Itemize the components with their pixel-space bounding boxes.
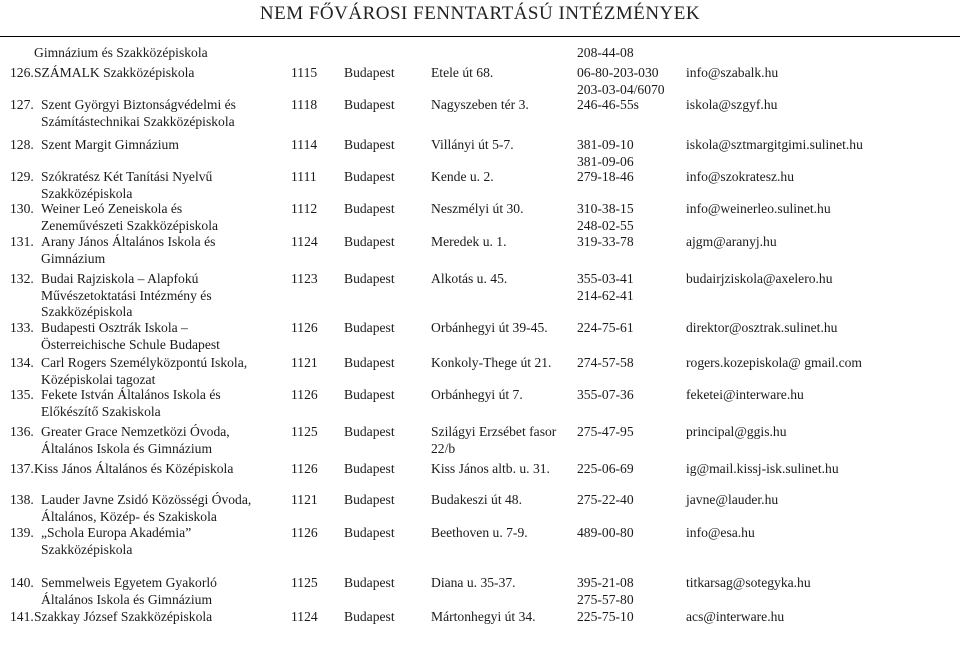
school-name: Zeneművészeti Szakközépiskola (41, 217, 219, 233)
email-address: info@szokratesz.hu (686, 169, 795, 184)
school-name: Előkészítő Szakiskola (41, 403, 161, 419)
phone-number: 489-00-80 (577, 525, 634, 540)
postal-code: 1126 (291, 387, 318, 402)
street-address: Diana u. 35-37. (431, 575, 516, 590)
postal-code: 1125 (291, 424, 318, 439)
row-number: 140. (10, 575, 34, 590)
school-name: Lauder Javne Zsidó Közösségi Óvoda, (41, 492, 252, 507)
street-address: Szilágyi Erzsébet fasor (431, 424, 557, 439)
phone-number: 246-46-55s (577, 97, 639, 112)
row-number: 127. (10, 97, 34, 112)
page-title: NEM FŐVÁROSI FENNTARTÁSÚ INTÉZMÉNYEK (259, 3, 701, 24)
school-name: Fekete István Általános Iskola és (41, 387, 221, 402)
postal-code: 1123 (291, 271, 318, 286)
email-address: principal@ggis.hu (686, 424, 787, 439)
row-number: 130. (10, 201, 34, 216)
row-number: 131. (10, 234, 34, 249)
postal-code: 1125 (291, 575, 318, 590)
row-number: 129. (10, 169, 34, 184)
street-address: Nagyszeben tér 3. (431, 97, 529, 112)
street-address: Neszmélyi út 30. (431, 201, 524, 216)
postal-code: 1124 (291, 234, 318, 249)
school-name: Gimnázium és Szakközépiskola (34, 45, 208, 60)
phone-number: 395-21-08 (577, 575, 634, 590)
email-address: rogers.kozepiskola@ gmail.com (686, 355, 862, 370)
city: Budapest (344, 169, 395, 184)
city: Budapest (344, 65, 395, 80)
postal-code: 1121 (291, 492, 318, 507)
postal-code: 1126 (291, 461, 318, 476)
school-name: Budapesti Osztrák Iskola – (41, 320, 188, 335)
row-number: 133. (10, 320, 34, 335)
school-name: Gimnázium (41, 250, 106, 266)
row-number: 132. (10, 271, 34, 286)
city: Budapest (344, 609, 395, 624)
postal-code: 1124 (291, 609, 318, 624)
city: Budapest (344, 575, 395, 590)
school-name: Szakközépiskola (41, 541, 133, 557)
email-address: acs@interware.hu (686, 609, 785, 624)
street-address: Mártonhegyi út 34. (431, 609, 536, 624)
phone-number: 203-03-04/6070 (577, 81, 665, 97)
street-address: Orbánhegyi út 7. (431, 387, 523, 402)
email-address: info@szabalk.hu (686, 65, 779, 80)
postal-code: 1114 (291, 137, 318, 152)
city: Budapest (344, 492, 395, 507)
phone-number: 355-03-41 (577, 271, 634, 286)
school-name: Szent Margit Gimnázium (41, 137, 179, 152)
city: Budapest (344, 271, 395, 286)
email-address: ajgm@aranyj.hu (686, 234, 777, 249)
row-number: 126. (10, 65, 34, 80)
city: Budapest (344, 201, 395, 216)
email-address: direktor@osztrak.sulinet.hu (686, 320, 838, 335)
email-address: javne@lauder.hu (686, 492, 779, 507)
city: Budapest (344, 525, 395, 540)
school-name: Budai Rajziskola – Alapfokú (41, 271, 199, 286)
email-address: budairjziskola@axelero.hu (686, 271, 833, 286)
street-address: Konkoly-Thege út 21. (431, 355, 552, 370)
row-number: 138. (10, 492, 34, 507)
postal-code: 1126 (291, 525, 318, 540)
postal-code: 1111 (291, 169, 317, 184)
street-address: Villányi út 5-7. (431, 137, 514, 152)
street-address: Alkotás u. 45. (431, 271, 508, 286)
school-name: Szókratész Két Tanítási Nyelvű (41, 169, 213, 184)
school-name: Szakkay József Szakközépiskola (34, 609, 213, 624)
phone-number: 319-33-78 (577, 234, 634, 249)
street-address: Kende u. 2. (431, 169, 494, 184)
school-name: Középiskolai tagozat (41, 371, 156, 387)
school-name: Semmelweis Egyetem Gyakorló (41, 575, 217, 590)
school-name: Szakközépiskola (41, 185, 133, 201)
postal-code: 1126 (291, 320, 318, 335)
street-address: Beethoven u. 7-9. (431, 525, 528, 540)
row-number: 141. (10, 609, 34, 624)
row-number: 137. (10, 461, 34, 476)
phone-number: 275-57-80 (577, 591, 634, 607)
street-address: Budakeszi út 48. (431, 492, 522, 507)
phone-number: 275-47-95 (577, 424, 634, 439)
city: Budapest (344, 234, 395, 249)
phone-number: 355-07-36 (577, 387, 634, 402)
phone-number: 248-02-55 (577, 217, 634, 233)
school-name: SZÁMALK Szakközépiskola (34, 65, 195, 80)
school-name: Arany János Általános Iskola és (41, 234, 216, 249)
postal-code: 1121 (291, 355, 318, 370)
phone-number: 224-75-61 (577, 320, 634, 335)
school-name: Általános Iskola és Gimnázium (41, 591, 213, 607)
street-address: Kiss János altb. u. 31. (431, 461, 550, 476)
school-name: Kiss János Általános és Középiskola (34, 461, 234, 476)
postal-code: 1112 (291, 201, 318, 216)
email-address: titkarsag@sotegyka.hu (686, 575, 811, 590)
city: Budapest (344, 461, 395, 476)
row-number: 135. (10, 387, 34, 402)
email-address: ig@mail.kissj-isk.sulinet.hu (686, 461, 839, 476)
street-address: Etele út 68. (431, 65, 494, 80)
school-name: Művészetoktatási Intézmény és (41, 287, 212, 303)
phone-number: 225-75-10 (577, 609, 634, 624)
school-name: Greater Grace Nemzetközi Óvoda, (41, 424, 230, 439)
street-address: Orbánhegyi út 39-45. (431, 320, 548, 335)
postal-code: 1115 (291, 65, 318, 80)
email-address: feketei@interware.hu (686, 387, 804, 402)
city: Budapest (344, 320, 395, 335)
email-address: iskola@szgyf.hu (686, 97, 778, 112)
postal-code: 1118 (291, 97, 318, 112)
email-address: info@esa.hu (686, 525, 755, 540)
email-address: iskola@sztmargitgimi.sulinet.hu (686, 137, 863, 152)
school-name: Szakközépiskola (41, 304, 133, 319)
phone-number: 214-62-41 (577, 287, 634, 303)
street-address: Meredek u. 1. (431, 234, 507, 249)
row-number: 134. (10, 355, 34, 370)
row-number: 136. (10, 424, 34, 439)
row-number: 139. (10, 525, 34, 540)
phone-number: 06-80-203-030 (577, 65, 659, 80)
phone-number: 225-06-69 (577, 461, 634, 476)
school-name: Általános Iskola és Gimnázium (41, 440, 213, 456)
school-name: Szent Györgyi Biztonságvédelmi és (41, 97, 236, 112)
city: Budapest (344, 387, 395, 402)
city: Budapest (344, 137, 395, 152)
phone-number: 274-57-58 (577, 355, 634, 370)
school-name: „Schola Europa Akadémia” (41, 525, 192, 540)
row-number: 128. (10, 137, 34, 152)
phone-number: 381-09-06 (577, 153, 634, 169)
city: Budapest (344, 424, 395, 439)
phone-number: 279-18-46 (577, 169, 634, 184)
email-address: info@weinerleo.sulinet.hu (686, 201, 831, 216)
phone-number: 381-09-10 (577, 137, 634, 152)
divider-line (0, 36, 960, 37)
school-name: Österreichische Schule Budapest (41, 336, 220, 352)
school-name: Általános, Közép- és Szakiskola (41, 508, 217, 524)
school-name: Carl Rogers Személyközpontú Iskola, (41, 355, 248, 370)
city: Budapest (344, 355, 395, 370)
school-name: Weiner Leó Zeneiskola és (41, 201, 183, 216)
phone-number: 208-44-08 (577, 45, 634, 60)
street-address: 22/b (431, 440, 456, 456)
city: Budapest (344, 97, 395, 112)
school-name: Számítástechnikai Szakközépiskola (41, 113, 235, 129)
phone-number: 275-22-40 (577, 492, 634, 507)
phone-number: 310-38-15 (577, 201, 634, 216)
